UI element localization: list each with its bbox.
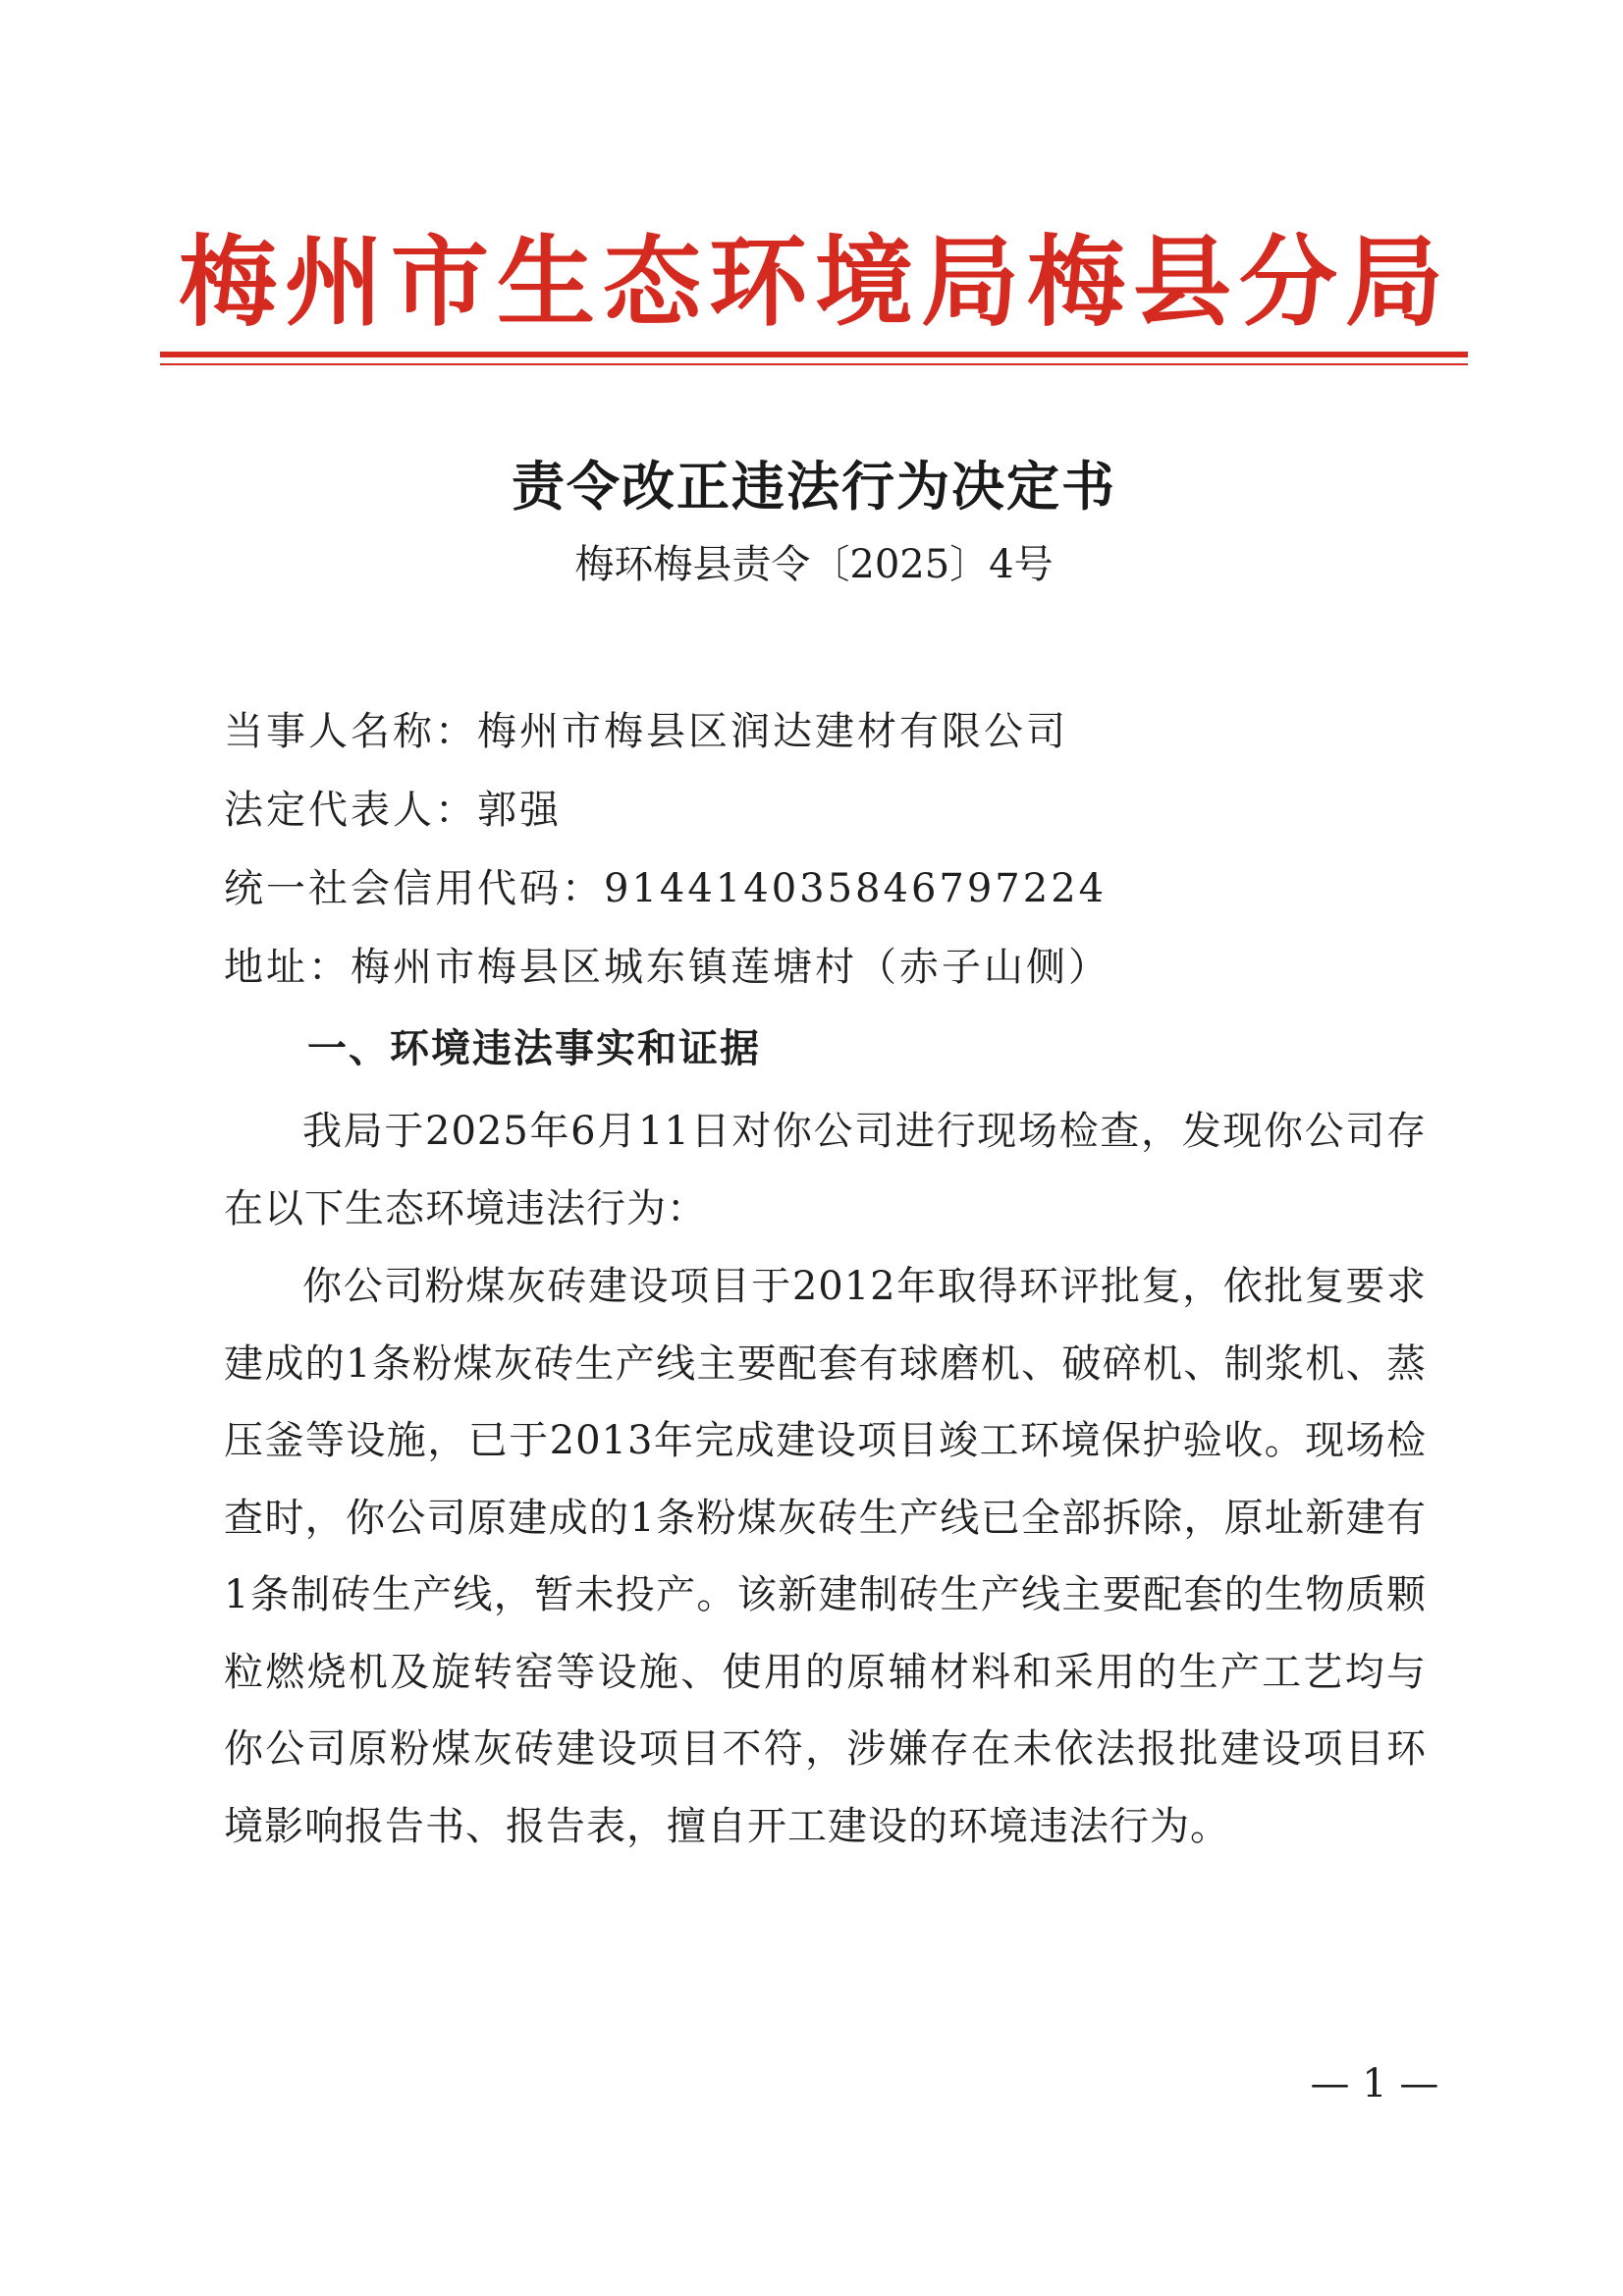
document-title: 责令改正违法行为决定书 [512, 455, 1116, 518]
credit-code-value: 914414035846797224 [604, 866, 1108, 911]
legal-rep-label: 法定代表人： [224, 788, 477, 833]
section-heading: 一、环境违法事实和证据 [307, 1026, 761, 1071]
credit-code-label: 统一社会信用代码： [224, 866, 604, 911]
page-number: — 1 — [1310, 2061, 1439, 2106]
inspection-paragraph: 我局于2025年6月11日对你公司进行现场检查，发现你公司存在以下生态环境违法行为： [224, 1109, 1427, 1231]
party-name-label: 当事人名称： [224, 709, 477, 754]
document-number: 梅环梅县责令〔2025〕4号 [574, 542, 1054, 587]
address-label: 地址： [224, 945, 351, 990]
address-line [224, 938, 1110, 997]
legal-rep-line [224, 781, 562, 840]
violation-details-paragraph: 你公司粉煤灰砖建设项目于2012年取得环评批复，依批复要求建成的1条粉煤灰砖生产线主要配套有球磨机、破碎机、制浆机、蒸压釜等设施，已于2013年完成建设项目竣工环境保护验收。现场检查时，你公司原建成的1条粉煤灰砖生产线已全部拆除，原址新建有1条制砖生产线，暂未投产。该新建制砖生产线主要配套的生物质颗粒燃烧机及旋转窑等设施、使用的原辅材料和采用的生产工艺均与你公司原粉煤灰砖建设项目不符，涉嫌存在未依法报批建设项目环境影响报告书、报告表，擅自开工建设的环境违法行为。 [224, 1264, 1427, 1849]
red-divider-thick [160, 352, 1468, 357]
address-value: 梅州市梅县区城东镇莲塘村（赤子山侧） [351, 945, 1110, 990]
issuer-masthead: 梅州市生态环境局梅县分局 [179, 225, 1451, 340]
party-name-value: 梅州市梅县区润达建材有限公司 [477, 709, 1068, 754]
credit-code-line [224, 859, 1107, 918]
party-name-line [224, 702, 1068, 761]
red-divider-thin [160, 363, 1468, 365]
legal-rep-value: 郭强 [477, 788, 562, 833]
